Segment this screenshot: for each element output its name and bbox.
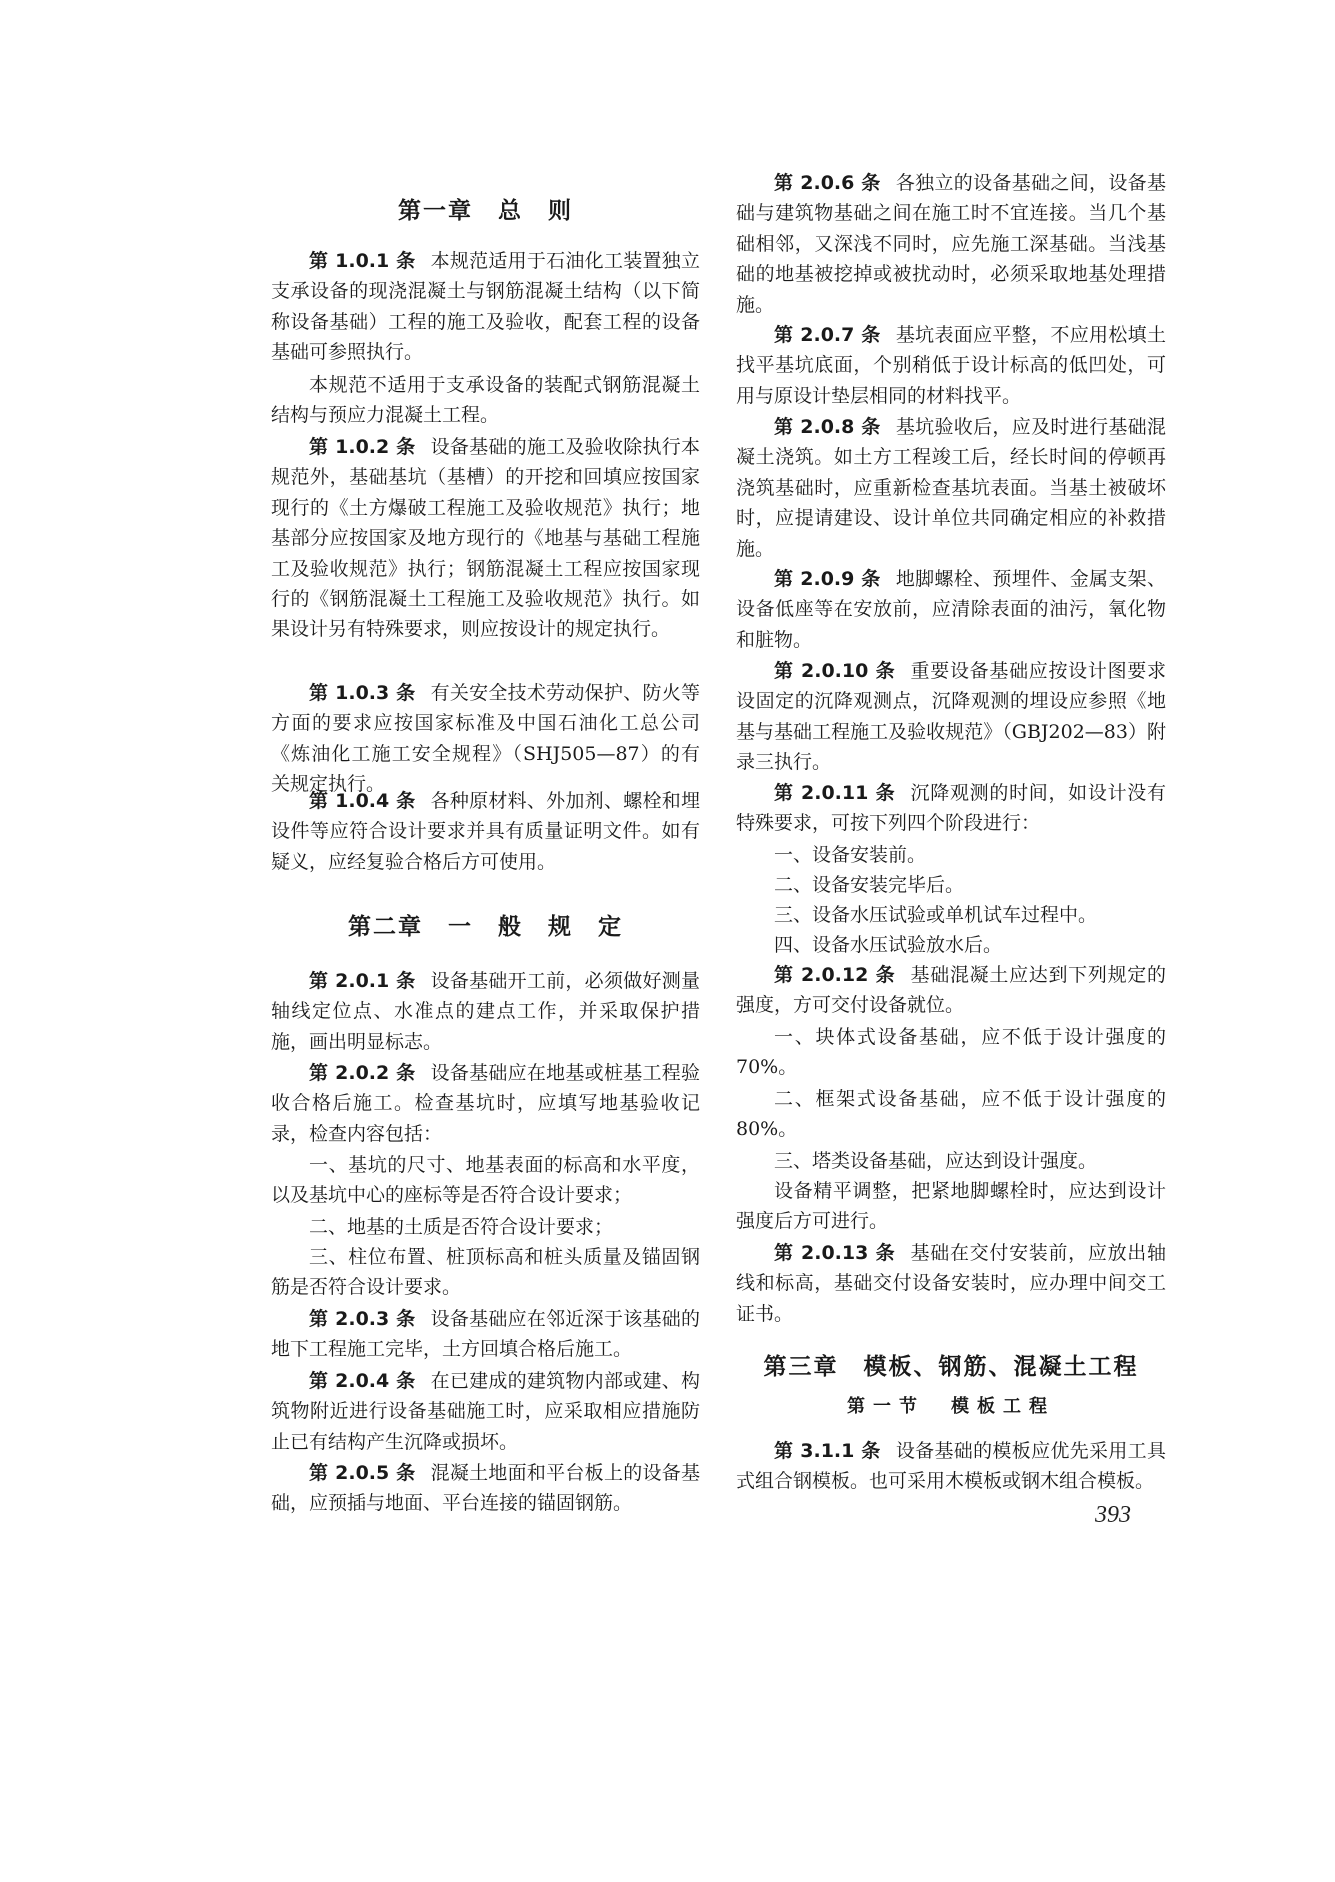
- clause-2-0-10: [736, 656, 1166, 778]
- clause-2-0-11: [736, 778, 1166, 839]
- clause-2-0-7: [736, 320, 1166, 411]
- clause-2-0-11-item-2: 二、设备安装完毕后。: [774, 874, 965, 896]
- clause-2-0-12-item-1: 一、块体式设备基础，应不低于设计强度的70%。: [736, 1026, 1166, 1079]
- clause-number: 第 1.0.1 条: [309, 250, 416, 272]
- clause-number: 第 2.0.6 条: [774, 172, 881, 194]
- clause-text: 本规范适用于石油化工装置独立支承设备的现浇混凝土与钢筋混凝土结构（以下简称设备基础）工程的施工及验收，配套工程的设备基础可参照执行。: [271, 250, 700, 364]
- clause-1-0-3: [271, 678, 700, 800]
- section-1-title: 第一节 模板工程: [847, 1396, 1055, 1417]
- clause-2-0-12-item-3: 三、塔类设备基础，应达到设计强度。: [774, 1150, 1098, 1172]
- clause-number: 第 2.0.10 条: [774, 660, 896, 682]
- clause-2-0-2: [271, 1058, 700, 1149]
- clause-text: 基础在交付安装前，应放出轴线和标高，基础交付设备安装时，应办理中间交工证书。: [736, 1242, 1166, 1325]
- chapter-2-title: 第二章 一 般 规 定: [348, 914, 623, 940]
- clause-2-0-2-item-2: 二、地基的土质是否符合设计要求；: [309, 1216, 614, 1238]
- chapter-3-title: 第三章 模板、钢筋、混凝土工程: [763, 1354, 1139, 1380]
- clause-number: 第 2.0.5 条: [309, 1462, 416, 1484]
- clause-text: 混凝土地面和平台板上的设备基础，应预插与地面、平台连接的锚固钢筋。: [271, 1462, 700, 1515]
- clause-text: 基坑表面应平整，不应用松填土找平基坑底面，个别稍低于设计标高的低凹处，可用与原设计垫层相同的材料找平。: [736, 324, 1166, 407]
- clause-2-0-12: [736, 960, 1166, 1021]
- clause-text: 基坑验收后，应及时进行基础混凝土浇筑。如土方工程竣工后，经长时间的停顿再浇筑基础时，应重新检查基坑表面。当基土被破坏时，应提请建设、设计单位共同确定相应的补救措施。: [736, 416, 1166, 560]
- clause-text: 各独立的设备基础之间，设备基础与建筑物基础之间在施工时不宜连接。当几个基础相邻，又深浅不同时，应先施工深基础。当浅基础的地基被挖掉或被扰动时，必须采取地基处理措施。: [736, 172, 1166, 316]
- clause-text: 地脚螺栓、预埋件、金属支架、设备低座等在安放前，应清除表面的油污，氧化物和脏物。: [736, 568, 1166, 651]
- clause-text: 有关安全技术劳动保护、防火等方面的要求应按国家标准及中国石油化工总公司《炼油化工施工安全规程》（SHJ505—87）的有关规定执行。: [271, 682, 700, 796]
- clause-number: 第 1.0.3 条: [309, 682, 416, 704]
- clause-text: 设备基础的施工及验收除执行本规范外，基础基坑（基槽）的开挖和回填应按国家现行的《土方爆破工程施工及验收规范》执行；地基部分应按国家及地方现行的《地基与基础工程施工及验收规范》执行；钢筋混凝土工程应按国家现行的《钢筋混凝土工程施工及验收规范》执行。如果设计另有特殊要求，则应按设计的规定执行。: [271, 436, 700, 641]
- clause-number: 第 2.0.9 条: [774, 568, 881, 590]
- clause-2-0-4: [271, 1366, 700, 1457]
- clause-number: 第 1.0.4 条: [309, 790, 416, 812]
- clause-2-0-1: [271, 966, 700, 1057]
- clause-number: 第 2.0.11 条: [774, 782, 896, 804]
- clause-text: 设备基础应在地基或桩基工程验收合格后施工。检查基坑时，应填写地基验收记录，检查内容包括：: [271, 1062, 700, 1145]
- clause-2-0-3: [271, 1304, 700, 1365]
- clause-2-0-11-item-1: 一、设备安装前。: [774, 844, 927, 866]
- clause-text: 基础混凝土应达到下列规定的强度，方可交付设备就位。: [736, 964, 1166, 1017]
- clause-2-0-11-item-4: 四、设备水压试验放水后。: [774, 934, 1003, 956]
- clause-2-0-8: [736, 412, 1166, 564]
- clause-number: 第 2.0.4 条: [309, 1370, 416, 1392]
- clause-text: 在已建成的建筑物内部或建、构筑物附近进行设备基础施工时，应采取相应措施防止已有结构产生沉降或损坏。: [271, 1370, 700, 1453]
- clause-2-0-12-note: 设备精平调整，把紧地脚螺栓时，应达到设计强度后方可进行。: [736, 1180, 1166, 1233]
- clause-text: 设备基础开工前，必须做好测量轴线定位点、水准点的建点工作，并采取保护措施，画出明显标志。: [271, 970, 700, 1053]
- clause-number: 第 2.0.7 条: [774, 324, 881, 346]
- clause-3-1-1: [736, 1436, 1166, 1497]
- clause-1-0-1-note: 本规范不适用于支承设备的装配式钢筋混凝土结构与预应力混凝土工程。: [271, 374, 700, 427]
- clause-text: 沉降观测的时间，如设计没有特殊要求，可按下列四个阶段进行：: [736, 782, 1166, 835]
- clause-2-0-6: [736, 168, 1166, 320]
- clause-number: 第 2.0.12 条: [774, 964, 896, 986]
- clause-1-0-2: [271, 432, 700, 645]
- clause-number: 第 2.0.13 条: [774, 1242, 896, 1264]
- clause-2-0-5: [271, 1458, 700, 1519]
- clause-2-0-13: [736, 1238, 1166, 1329]
- clause-2-0-2-item-1: 一、基坑的尺寸、地基表面的标高和水平度，以及基坑中心的座标等是否符合设计要求；: [271, 1154, 700, 1207]
- page-number: 393: [1095, 1502, 1131, 1528]
- clause-2-0-12-item-2: 二、框架式设备基础，应不低于设计强度的80%。: [736, 1088, 1166, 1141]
- clause-2-0-2-item-3: 三、柱位布置、桩顶标高和桩头质量及锚固钢筋是否符合设计要求。: [271, 1246, 700, 1299]
- clause-2-0-11-item-3: 三、设备水压试验或单机试车过程中。: [774, 904, 1098, 926]
- clause-text: 各种原材料、外加剂、螺栓和埋设件等应符合设计要求并具有质量证明文件。如有疑义，应经复验合格后方可使用。: [271, 790, 700, 873]
- clause-number: 第 2.0.2 条: [309, 1062, 416, 1084]
- clause-2-0-9: [736, 564, 1166, 655]
- chapter-1-title: 第一章 总 则: [398, 198, 573, 224]
- clause-text: 设备基础的模板应优先采用工具式组合钢模板。也可采用木模板或钢木组合模板。: [736, 1440, 1166, 1493]
- clause-number: 第 3.1.1 条: [774, 1440, 881, 1462]
- clause-number: 第 2.0.8 条: [774, 416, 881, 438]
- clause-1-0-4: [271, 786, 700, 877]
- clause-number: 第 2.0.1 条: [309, 970, 416, 992]
- clause-number: 第 2.0.3 条: [309, 1308, 416, 1330]
- clause-1-0-1: [271, 246, 700, 368]
- clause-text: 重要设备基础应按设计图要求设固定的沉降观测点，沉降观测的埋设应参照《地基与基础工程施工及验收规范》（GBJ202—83）附录三执行。: [736, 660, 1166, 774]
- clause-number: 第 1.0.2 条: [309, 436, 416, 458]
- clause-text: 设备基础应在邻近深于该基础的地下工程施工完毕，土方回填合格后施工。: [271, 1308, 700, 1361]
